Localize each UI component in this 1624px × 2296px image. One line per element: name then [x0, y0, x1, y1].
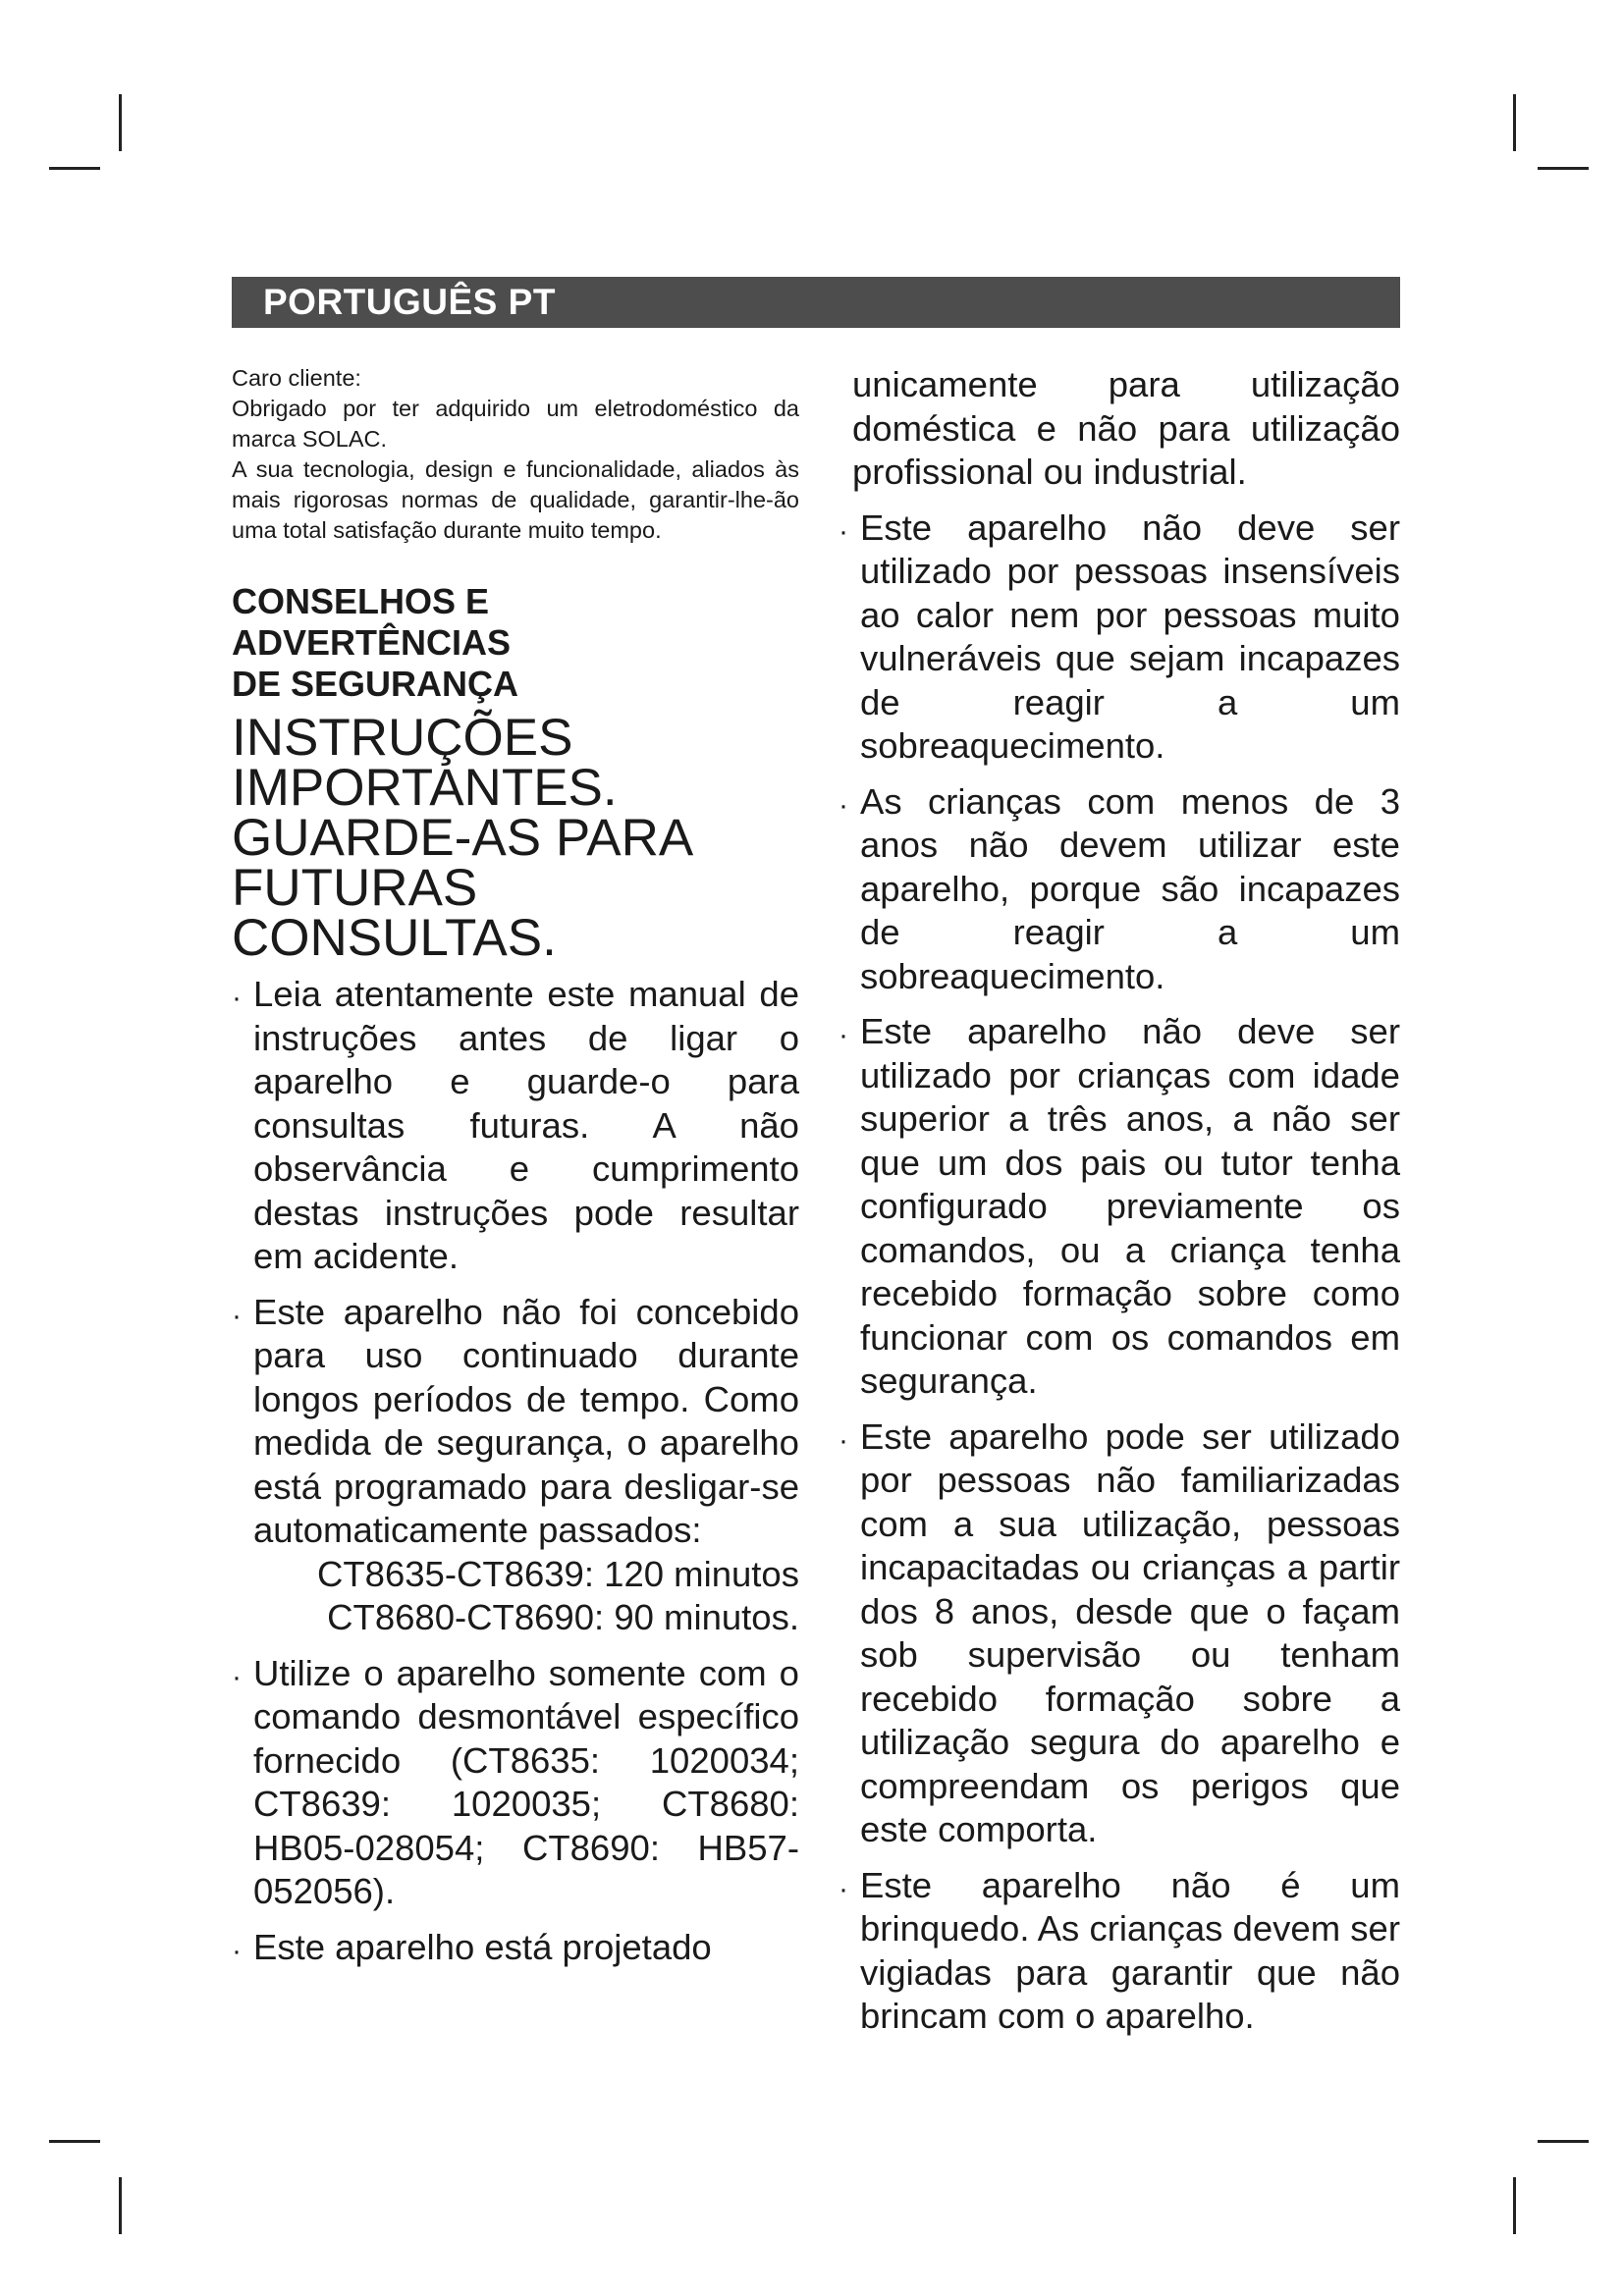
section-title-line: ADVERTÊNCIAS: [232, 622, 512, 663]
language-label: PORTUGUÊS PT: [263, 282, 556, 322]
bullet-auto-shutoff: · Este aparelho não foi concebido para uso continuado durante longos períodos de tempo. Como medida de segurança, o aparelho está programado para desligar-se automaticamente passados:: [232, 1291, 799, 1553]
crop-mark-bottom-left-horizontal: [49, 2140, 100, 2143]
left-bullet-list: [232, 973, 799, 1969]
bullet-domestic-use-continued: unicamente para utilização doméstica e não para utilização profissional ou industrial.: [852, 364, 1400, 492]
crop-mark-bottom-right-vertical: [1513, 2177, 1516, 2234]
important-line: GUARDE-AS PARA: [232, 809, 694, 867]
bullet-domestic-use: · Este aparelho está projetado: [232, 1926, 799, 1970]
language-header-bar: [232, 277, 1400, 328]
crop-mark-top-right-vertical: [1513, 94, 1516, 151]
right-column: [839, 363, 1400, 2051]
important-line: CONSULTAS.: [232, 909, 557, 967]
crop-mark-top-left-vertical: [119, 94, 122, 151]
section-title: [232, 581, 799, 705]
bullet-supervised-use: · Este aparelho pode ser utilizado por pessoas não familiarizadas com a sua utilização, pessoas incapacitadas ou crianças a partir dos 8 anos, desde que o façam sob supervisão ou tenham recebido formação sobre a utilização segura do aparelho e compreendam os perigos que este comporta.: [839, 1415, 1400, 1852]
bullet-not-a-toy: · Este aparelho não é um brinquedo. As crianças devem ser vigiadas para garantir que não brincam com o aparelho.: [839, 1864, 1400, 2039]
intro-text: [232, 363, 799, 546]
crop-mark-bottom-left-vertical: [119, 2177, 122, 2234]
bullet-children-over-3: · Este aparelho não deve ser utilizado por crianças com idade superior a três anos, a não ser que um dos pais ou tutor tenha configurado previamente os comandos, ou a criança tenha recebido formação sobre como funcionar com os comandos em segurança.: [839, 1010, 1400, 1404]
bullet-heat-insensitive: · Este aparelho não deve ser utilizado por pessoas insensíveis ao calor nem por pessoas muito vulneráveis que sejam incapazes de reagir a um sobreaquecimento.: [839, 507, 1400, 769]
important-line: IMPORTANTES.: [232, 759, 618, 817]
important-notice: [232, 709, 799, 967]
important-line: FUTURAS: [232, 859, 478, 917]
crop-mark-bottom-right-horizontal: [1538, 2140, 1589, 2143]
section-title-line: DE SEGURANÇA: [232, 664, 519, 704]
bullet-auto-shutoff-models: [232, 1553, 799, 1640]
right-bullet-list: [839, 363, 1400, 2039]
intro-thanks: Obrigado por ter adquirido um eletrodoméstico da marca SOLAC.: [232, 396, 799, 452]
left-column: [232, 363, 799, 1981]
crop-mark-top-right-horizontal: [1538, 167, 1589, 170]
bullet-read-manual: · Leia atentamente este manual de instruções antes de ligar o aparelho e guarde-o para consultas futuras. A não observância e cumprimento destas instruções pode resultar em acidente.: [232, 973, 799, 1279]
model-shutoff-line: CT8635-CT8639: 120 minutos: [317, 1553, 799, 1594]
section-title-line: CONSELHOS E: [232, 581, 490, 621]
important-line: INSTRUÇÕES: [232, 709, 573, 767]
intro-greeting: Caro cliente:: [232, 365, 361, 391]
bullet-remote-control: · Utilize o aparelho somente com o comando desmontável específico fornecido (CT8635: 1020034; CT8639: 1020035; CT8680: HB05-028054; CT8690: HB57-052056).: [232, 1652, 799, 1914]
model-shutoff-line: CT8680-CT8690: 90 minutos.: [327, 1597, 799, 1637]
crop-mark-top-left-horizontal: [49, 167, 100, 170]
intro-technology: A sua tecnologia, design e funcionalidade, aliados às mais rigorosas normas de qualidade, garantir-lhe-ão uma total satisfação durante muito tempo.: [232, 456, 799, 543]
bullet-children-under-3: · As crianças com menos de 3 anos não devem utilizar este aparelho, porque são incapazes de reagir a um sobreaquecimento.: [839, 780, 1400, 999]
